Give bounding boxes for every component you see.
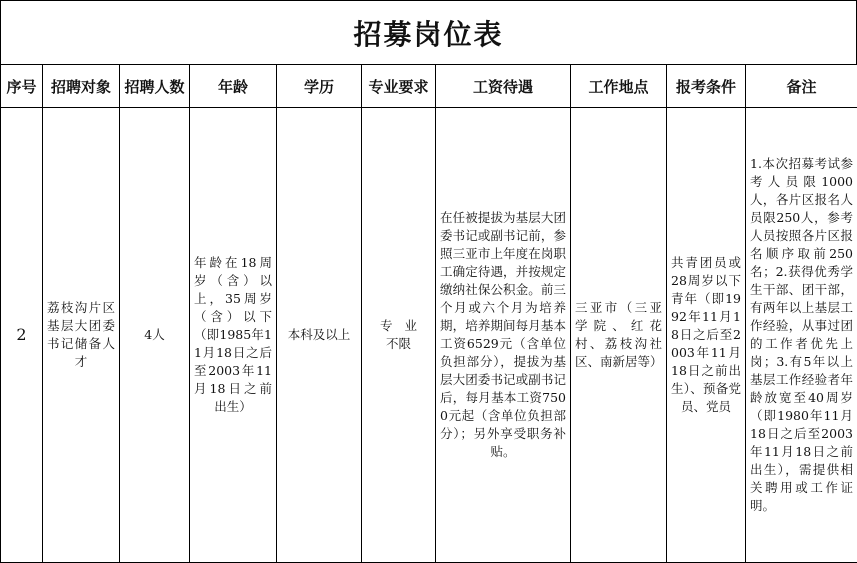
cell-age xyxy=(190,108,277,563)
header-seq: 序号 xyxy=(1,65,43,108)
cell-major xyxy=(362,108,436,563)
position-table xyxy=(0,64,857,563)
cell-conditions xyxy=(667,108,746,563)
education-value: 本科及以上 xyxy=(277,326,361,344)
page-title: 招募岗位表 xyxy=(0,0,857,64)
conditions-value: 共青团员或28周岁以下青年（即1992年11月18日之后至2003年11月18日之前出生）、预备党员、党员 xyxy=(667,254,745,416)
header-education: 学历 xyxy=(277,65,362,108)
header-conditions: 报考条件 xyxy=(667,65,746,108)
count-value: 4人 xyxy=(120,326,189,344)
header-major: 专业要求 xyxy=(362,65,436,108)
header-age: 年龄 xyxy=(190,65,277,108)
age-value: 年龄在18周岁（含）以上，35周岁（含）以下（即1985年11月18日之后至2003年11月18日之前出生） xyxy=(190,254,276,416)
header-location: 工作地点 xyxy=(571,65,667,108)
table-header-row xyxy=(1,65,857,108)
cell-seq xyxy=(1,108,43,563)
notes-value: 1.本次招募考试参考人员限1000人，各片区报名人员限250人，参考人员按照各片区报名顺序取前250名；2.获得优秀学生干部、团干部，有两年以上基层工作经验，从事过团的工作者优先上岗；3.有5年以上基层工作经验者年龄放宽至40周岁（即1980年11月18日之后至2003年11月18日之前出生），需提供相关聘用或工作证明。 xyxy=(746,155,857,515)
table-row xyxy=(1,108,857,563)
location-value: 三亚市（三亚学院、红花村、荔枝沟社区、南新居等） xyxy=(571,299,666,371)
major-value: 专业不限 xyxy=(362,317,435,353)
cell-education xyxy=(277,108,362,563)
header-salary: 工资待遇 xyxy=(436,65,571,108)
cell-notes xyxy=(746,108,857,563)
header-target: 招聘对象 xyxy=(43,65,120,108)
header-count: 招聘人数 xyxy=(120,65,190,108)
cell-salary xyxy=(436,108,571,563)
cell-count xyxy=(120,108,190,563)
header-notes: 备注 xyxy=(746,65,857,108)
seq-value: 2 xyxy=(1,326,42,344)
target-value: 荔枝沟片区基层大团委书记储备人才 xyxy=(43,299,119,371)
cell-target xyxy=(43,108,120,563)
salary-value: 在任被提拔为基层大团委书记或副书记前，参照三亚市上年度在岗职工确定待遇，并按规定缴纳社保公积金。前三个月或六个月为培养期，培养期间每月基本工资6529元（含单位负担部分），提拔为基层大团委书记或副书记后，每月基本工资7500元起（含单位负担部分）；另外享受职务补贴。 xyxy=(436,209,570,461)
cell-location xyxy=(571,108,667,563)
